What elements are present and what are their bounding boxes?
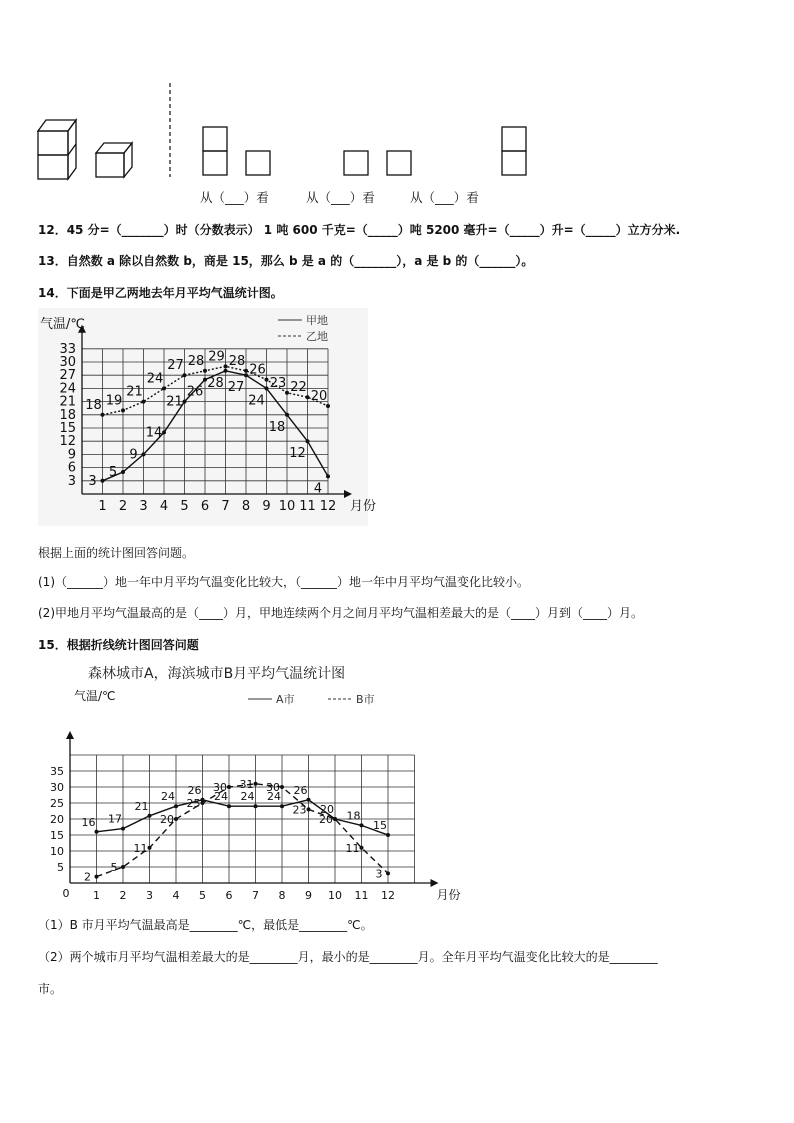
data-label: 24 — [146, 371, 164, 387]
x-tick-label: 9 — [305, 889, 312, 902]
y-tick-label: 27 — [59, 368, 76, 384]
question-14-title: 14．下面是甲乙两地去年月平均气温统计图。 — [38, 286, 283, 300]
data-point — [326, 404, 330, 408]
data-point — [254, 782, 258, 786]
legend-label: 乙地 — [306, 330, 328, 343]
data-label: 4 — [313, 481, 323, 497]
x-tick-label: 5 — [199, 889, 206, 902]
data-label: 21 — [166, 394, 183, 410]
legend-label: A市 — [276, 693, 295, 706]
x-tick-label: 1 — [98, 499, 107, 514]
data-point — [101, 479, 105, 483]
data-label: 18 — [85, 397, 102, 413]
x-tick-label: 11 — [354, 889, 369, 902]
x-axis-arrow — [431, 879, 439, 887]
data-label: 29 — [208, 349, 225, 365]
data-point — [227, 785, 231, 789]
data-point — [265, 378, 269, 382]
data-point — [280, 804, 284, 808]
x-tick-label: 3 — [146, 889, 153, 902]
data-point — [326, 474, 330, 478]
x-tick-label: 11 — [299, 499, 316, 514]
x-axis-label: 月份 — [350, 499, 377, 514]
data-point — [360, 846, 364, 850]
data-label: 22 — [290, 380, 307, 396]
x-axis-label: 月份 — [436, 888, 461, 902]
x-tick-label: 1 — [93, 889, 100, 902]
view-label-2: 从（___）看 — [306, 190, 375, 205]
data-label: 20 — [319, 813, 333, 826]
y-axis-arrow — [66, 731, 74, 739]
data-point — [142, 452, 146, 456]
data-point — [244, 373, 248, 377]
y-tick-label: 20 — [50, 813, 64, 826]
data-label: 12 — [289, 446, 306, 462]
data-point — [183, 373, 187, 377]
data-label: 9 — [129, 447, 138, 463]
legend-label: 甲地 — [306, 314, 328, 327]
question-13: 13．自然数 a 除以自然数 b，商是 15，那么 b 是 a 的（_______），a 是 b 的（______）。 — [38, 254, 534, 268]
x-origin-label: 0 — [62, 887, 70, 900]
view-label-1: 从（___）看 — [200, 190, 269, 205]
x-tick-label: 12 — [381, 889, 395, 902]
x-tick-label: 5 — [180, 499, 189, 514]
data-label: 16 — [81, 815, 96, 829]
data-label: 26 — [293, 783, 308, 797]
data-point — [101, 413, 105, 417]
y-tick-label: 12 — [59, 434, 76, 450]
data-label: 24 — [267, 790, 281, 804]
data-point — [224, 364, 228, 368]
data-point — [280, 785, 284, 789]
data-point — [244, 369, 248, 373]
question-15-sub2-cont: 市。 — [38, 982, 63, 996]
data-point — [224, 369, 228, 373]
x-tick-label: 2 — [118, 499, 128, 514]
data-label: 26 — [249, 362, 266, 378]
data-point — [307, 798, 311, 802]
y-tick-label: 33 — [59, 341, 76, 357]
y-tick-label: 5 — [57, 861, 64, 874]
data-label: 14 — [145, 425, 163, 441]
data-point — [95, 830, 99, 834]
data-label: 11 — [345, 841, 360, 855]
data-point — [201, 801, 205, 805]
data-label: 27 — [227, 380, 245, 396]
y-tick-label: 21 — [59, 394, 76, 410]
data-point — [386, 833, 390, 837]
y-tick-label: 3 — [67, 473, 76, 489]
data-label: 24 — [240, 790, 255, 804]
x-axis-arrow — [344, 490, 352, 498]
x-tick-label: 2 — [119, 889, 127, 902]
data-label: 23 — [292, 803, 307, 817]
data-label: 31 — [239, 777, 254, 791]
data-point — [227, 804, 231, 808]
chart-jia-yi-temperature — [38, 308, 377, 526]
data-label: 19 — [105, 393, 123, 409]
y-tick-label: 35 — [50, 765, 64, 778]
data-label: 21 — [126, 384, 143, 400]
data-label: 20 — [310, 389, 328, 404]
data-point — [306, 439, 310, 443]
data-label: 18 — [268, 419, 286, 435]
data-label: 20 — [320, 803, 334, 816]
question-15-title: 15．根据折线统计图回答问题 — [38, 638, 199, 652]
x-tick-label: 6 — [200, 499, 210, 514]
y-axis-label: 气温/℃ — [40, 317, 85, 332]
data-label: 28 — [207, 375, 224, 391]
data-label: 21 — [134, 799, 149, 813]
x-tick-label: 3 — [139, 499, 148, 514]
data-label: 2 — [84, 870, 91, 884]
data-point — [306, 395, 310, 399]
data-point — [148, 814, 152, 818]
data-label: 15 — [373, 819, 387, 832]
x-tick-label: 8 — [241, 499, 251, 514]
data-label: 17 — [108, 812, 122, 826]
data-label: 26 — [186, 384, 204, 400]
data-point — [121, 865, 125, 869]
question-14-sub1: (1)（______）地一年中月平均气温变化比较大，（______）地一年中月平均气温变化比较小。 — [38, 575, 530, 589]
data-point — [174, 804, 178, 808]
question-14-sub2: (2)甲地月平均气温最高的是（____）月，甲地连续两个月之间月平均气温相差最大的是（____）月到（____）月。 — [38, 606, 644, 620]
data-label: 30 — [213, 781, 227, 794]
chart-city-ab-temperature — [38, 660, 461, 905]
data-point — [333, 817, 337, 821]
data-point — [254, 804, 258, 808]
x-tick-label: 4 — [159, 499, 169, 514]
data-label: 3 — [375, 867, 383, 881]
x-tick-label: 12 — [319, 499, 337, 514]
data-label: 24 — [161, 790, 175, 804]
data-point — [121, 827, 125, 831]
data-point — [285, 391, 289, 395]
data-label: 27 — [167, 358, 184, 374]
x-tick-label: 10 — [278, 499, 296, 514]
data-point — [95, 875, 99, 879]
view-label-3: 从（___）看 — [410, 190, 479, 205]
data-point — [285, 413, 289, 417]
y-tick-label: 30 — [50, 781, 64, 794]
data-point — [386, 871, 390, 875]
data-point — [121, 408, 125, 412]
chart-title: 森林城市A，海滨城市B月平均气温统计图 — [88, 666, 346, 682]
y-tick-label: 15 — [59, 421, 76, 436]
data-point — [162, 430, 166, 434]
y-tick-label: 25 — [50, 797, 64, 810]
data-label: 23 — [269, 375, 287, 391]
data-label: 5 — [108, 465, 118, 480]
data-point — [265, 386, 269, 390]
data-label: 25 — [186, 797, 201, 810]
x-tick-label: 6 — [225, 889, 233, 902]
data-point — [183, 400, 187, 404]
data-point — [174, 817, 178, 821]
x-tick-label: 9 — [262, 499, 271, 514]
data-point — [307, 807, 311, 811]
y-tick-label: 6 — [67, 460, 76, 476]
data-label: 5 — [110, 861, 118, 874]
data-label: 24 — [214, 790, 228, 804]
data-label: 28 — [187, 353, 205, 369]
y-tick-label: 18 — [59, 407, 76, 423]
cube-stack-figure — [38, 120, 132, 179]
y-tick-label: 24 — [59, 381, 76, 397]
data-label: 20 — [160, 813, 174, 826]
y-axis-label: 气温/℃ — [74, 689, 116, 703]
question-15-sub1: （1）B 市月平均气温最高是________℃，最低是________℃。 — [38, 918, 373, 932]
data-point — [203, 369, 207, 373]
question-14-prompt: 根据上面的统计图回答问题。 — [38, 546, 195, 560]
data-label: 24 — [248, 393, 265, 409]
data-label: 30 — [266, 781, 280, 794]
question-12: 12．45 分=（_______）时（分数表示） 1 吨 600 千克=（_____）吨 5200 毫升=（_____）升=（_____）立方分米. — [38, 223, 681, 237]
y-tick-label: 30 — [59, 355, 76, 370]
data-point — [162, 386, 166, 390]
data-point — [142, 400, 146, 404]
question-15-sub2: （2）两个城市月平均气温相差最大的是________月，最小的是________月。全年月平均气温变化比较大的是________ — [38, 950, 658, 964]
data-label: 11 — [133, 841, 148, 855]
y-tick-label: 15 — [50, 829, 64, 842]
view-shapes — [203, 127, 526, 175]
y-tick-label: 10 — [50, 845, 64, 858]
x-tick-label: 7 — [221, 499, 230, 514]
y-tick-label: 9 — [67, 447, 76, 463]
x-tick-label: 7 — [252, 889, 259, 902]
x-tick-label: 10 — [328, 889, 342, 902]
data-point — [360, 823, 364, 827]
data-label: 18 — [346, 809, 361, 823]
data-label: 3 — [88, 473, 97, 489]
x-tick-label: 4 — [172, 889, 180, 902]
legend-label: B市 — [356, 693, 375, 706]
data-point — [121, 470, 125, 474]
data-label: 26 — [187, 783, 202, 797]
data-label: 28 — [228, 353, 246, 369]
x-tick-label: 8 — [278, 889, 286, 902]
data-point — [148, 846, 152, 850]
